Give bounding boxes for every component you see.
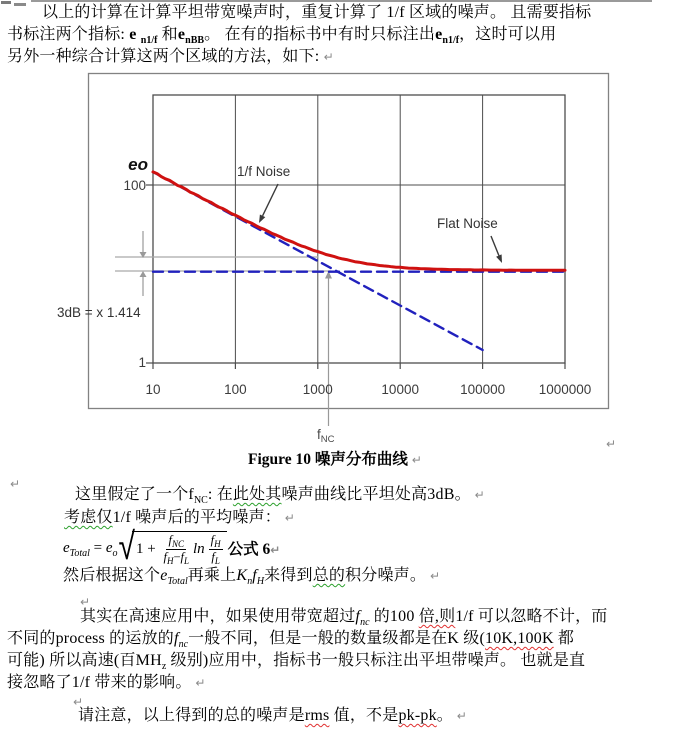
plot-area xyxy=(153,95,565,363)
paragraph-line: 其实在高速应用中，如果使用带宽超过$f_{nc}$ 的100 倍,则1/f 可以忽略不计，而 xyxy=(80,608,608,628)
pilcrow: ↵ xyxy=(10,477,21,491)
figure-caption: Figure 10 噪声分布曲线 ↵ xyxy=(248,451,422,468)
flat-noise-label: Flat Noise xyxy=(437,216,498,231)
formula-equation-6 xyxy=(63,524,281,570)
x-tick-label: 10 xyxy=(145,382,161,397)
pilcrow: ↵ xyxy=(73,695,84,709)
x-tick-label: 1000000 xyxy=(538,382,592,397)
paragraph-line: 考虑仅1/f 噪声后的平均噪声： ↵ xyxy=(64,509,295,526)
paragraph-line: 接忽略了1/f 带来的影响。 ↵ xyxy=(7,674,206,691)
pilcrow: ↵ xyxy=(80,595,91,609)
arrow-up-icon xyxy=(140,271,147,277)
x-tick-label: 100 xyxy=(224,382,247,397)
threedb-label: 3dB = x 1.414 xyxy=(57,305,141,320)
paragraph-line: 书标注两个指标: e $_{n1/f}$ 和$e_{nBB}$。 在有的指标书中有时只标注出$e_{n1/f}$，这时可以用 xyxy=(7,26,557,46)
onef-noise-label: 1/f Noise xyxy=(237,164,291,179)
formula-lhs: $e_{Total} = e_o$ xyxy=(63,539,118,559)
fraction: $\frac{f_{NC}}{f_H-f_L}$ xyxy=(163,533,189,566)
paragraph-line: 另外一种综合计算这两个区域的方法，如下: ↵ xyxy=(7,48,334,65)
paragraph-line: 可能) 所以高速(百$MH_z$ 级别)应用中，指标书一般只标注出平坦带噪声。 也就是直 xyxy=(7,652,586,672)
paragraph-line: 不同的process 的运放的$f_{nc}$一般不同，但是一般的数量级都是在K 级(10K,100K 都 xyxy=(7,630,575,650)
pilcrow: ↵ xyxy=(606,437,617,451)
x-tick-label: 100000 xyxy=(460,382,506,397)
fnc-base: f xyxy=(317,427,321,442)
radical xyxy=(118,524,227,570)
fnc-axis-label xyxy=(317,427,335,445)
paragraph-line: 这里假定了一个$f_{NC}$: 在此处其噪声曲线比平坦处高3dB。 ↵ xyxy=(75,486,485,506)
sqrt-icon: √ xyxy=(118,524,135,570)
formula-term: ln xyxy=(193,541,205,557)
y-tick-label: 1 xyxy=(138,355,146,370)
x-tick-label: 10000 xyxy=(381,382,419,397)
paragraph-line: 以上的计算在计算平坦带宽噪声时，重复计算了 1/f 区域的噪声。 且需要指标 xyxy=(42,4,592,21)
fnc-subscript: NC xyxy=(320,434,335,445)
y-axis-title: eo xyxy=(128,155,148,174)
equation-number: 公式 6↵ xyxy=(227,541,281,558)
fraction: $\frac{f_H}{f_L}$ xyxy=(210,533,221,566)
paragraph-line: 然后根据这个$e_{Total}$再乘上$K_nf_H$来得到总的积分噪声。 ↵ xyxy=(63,567,440,587)
paragraph-line: 请注意，以上得到的总的噪声是rms 值，不是pk-pk。 ↵ xyxy=(78,707,467,724)
y-tick-label: 100 xyxy=(123,178,146,193)
formula-term: 1 + xyxy=(135,541,160,557)
x-tick-label: 1000 xyxy=(302,382,333,397)
